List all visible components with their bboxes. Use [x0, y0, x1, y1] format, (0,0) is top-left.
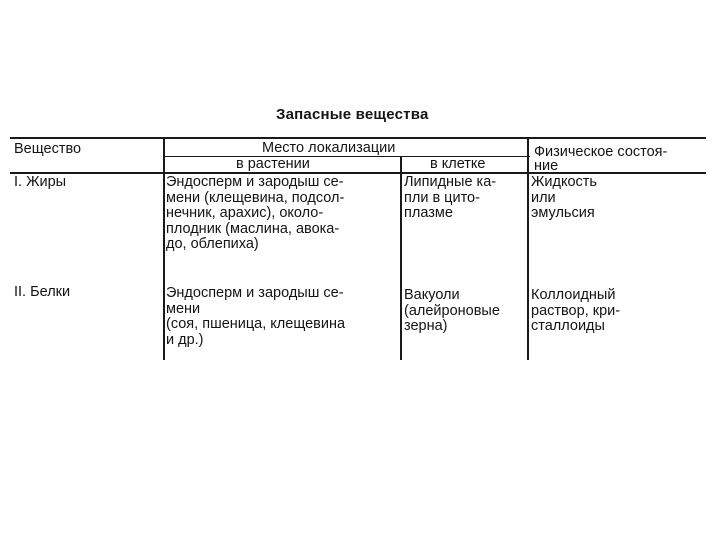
column-divider-1 [163, 138, 165, 360]
row-1-substance: I. Жиры [14, 174, 67, 190]
header-location: Место локализации [262, 140, 396, 156]
header-in-plant: в растении [236, 156, 310, 172]
row-1-physical-state: Жидкость или эмульсия [531, 174, 597, 221]
row-2-in-plant: Эндосперм и зародыш се- мени (соя, пшеница, клещевина и др.) [166, 285, 346, 348]
column-divider-2 [400, 157, 402, 360]
table-top-border [10, 137, 706, 139]
page-title: Запасные вещества [276, 106, 429, 123]
header-substance: Вещество [14, 141, 82, 157]
row-2-in-cell: Вакуоли (алейроновые зерна) [404, 287, 500, 334]
row-2-substance: II. Белки [14, 284, 71, 300]
header-physical-state: Физическое состоя- ние [534, 144, 668, 174]
column-divider-3 [527, 138, 529, 360]
row-1-in-plant: Эндосперм и зародыш се- мени (клещевина, подсол- нечник, арахис), около- плодник (маслина, авока- до, облепиха) [166, 174, 345, 252]
header-in-cell: в клетке [430, 156, 486, 172]
row-2-physical-state: Коллоидный раствор, кри- сталлоиды [531, 287, 621, 334]
row-1-in-cell: Липидные ка- пли в цито- плазме [404, 174, 497, 221]
